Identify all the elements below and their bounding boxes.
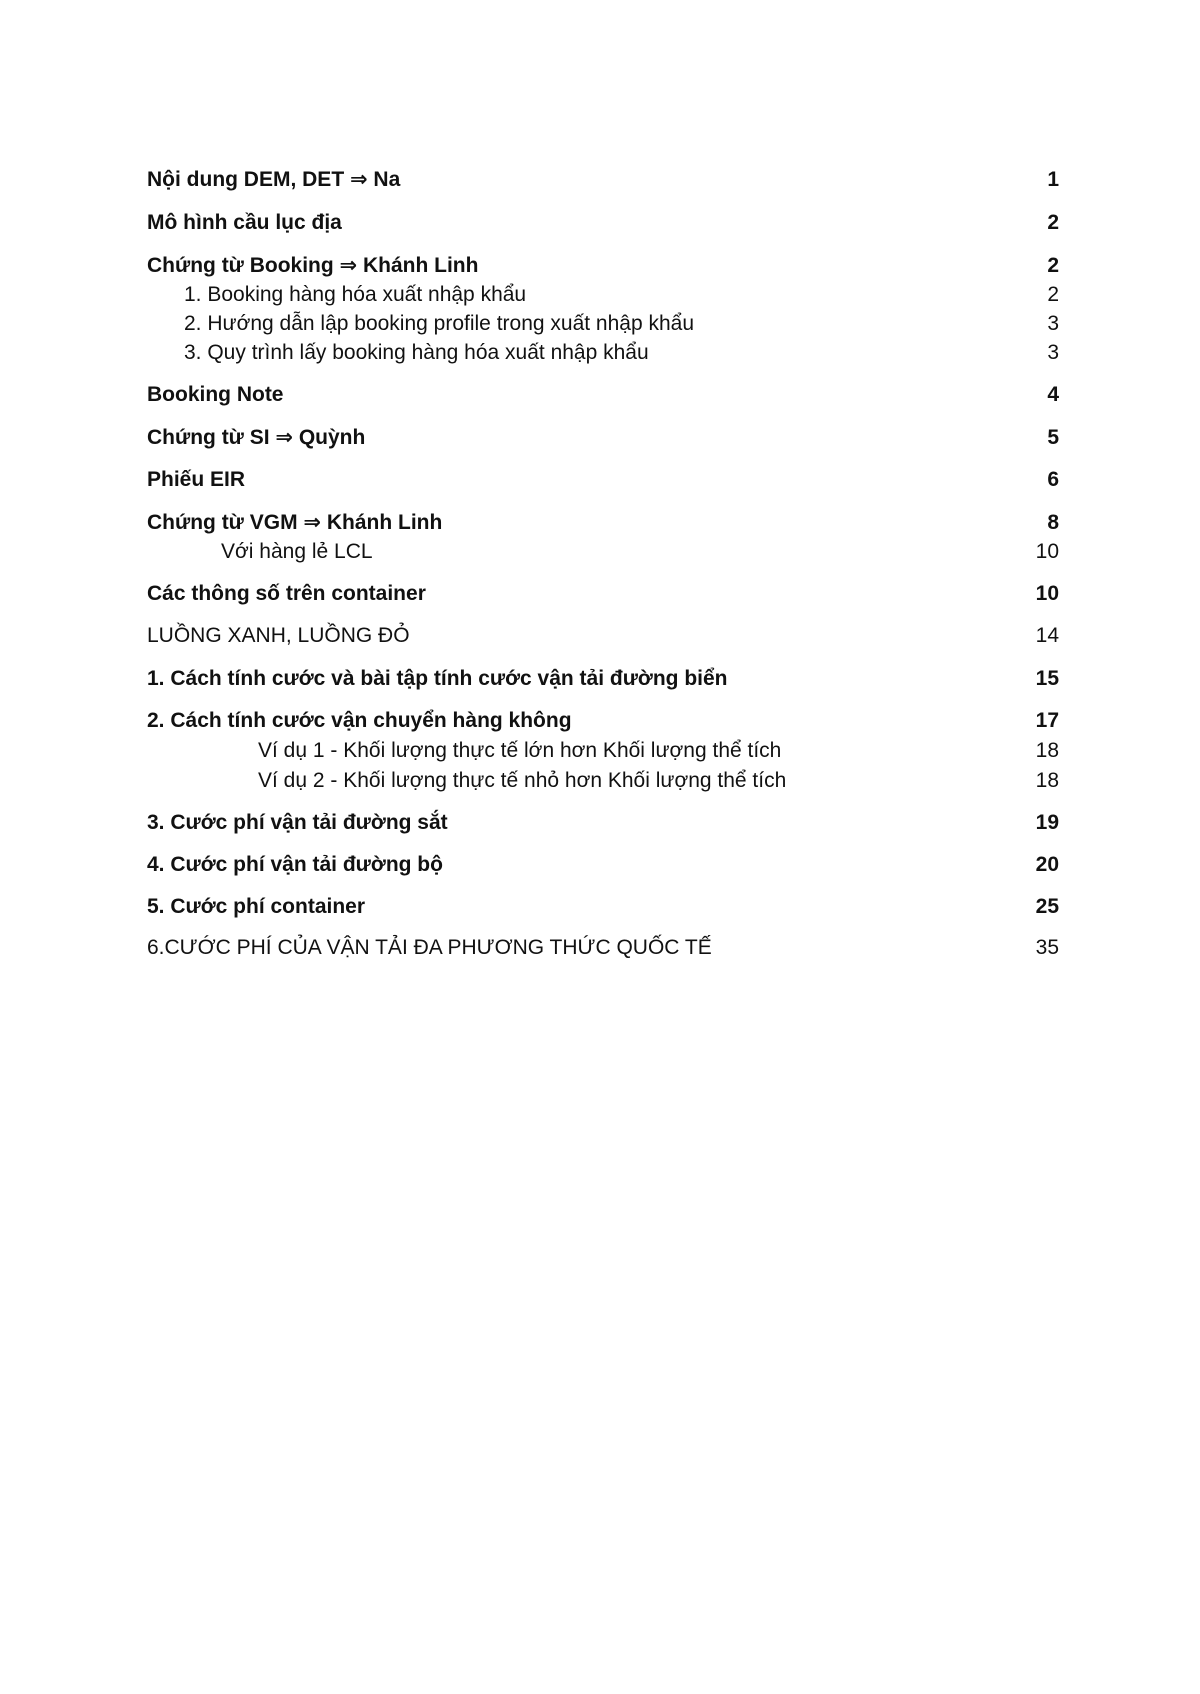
- toc-entry-title: Các thông số trên container: [147, 582, 426, 605]
- toc-entry-page-number: 10: [1035, 540, 1059, 563]
- toc-entry-title: 4. Cước phí vận tải đường bộ: [147, 853, 443, 876]
- toc-entry-title: Chứng từ Booking ⇒ Khánh Linh: [147, 254, 479, 277]
- toc-entry-title: Chứng từ VGM ⇒ Khánh Linh: [147, 511, 443, 534]
- toc-entry[interactable]: [0, 465, 1200, 495]
- toc-entry-title: Nội dung DEM, DET ⇒ Na: [147, 168, 401, 191]
- toc-entry[interactable]: [0, 380, 1200, 410]
- toc-entry-page-number: 5: [1047, 426, 1059, 449]
- toc-entry[interactable]: [0, 251, 1200, 281]
- toc-entry-title: 1. Booking hàng hóa xuất nhập khẩu: [184, 283, 527, 306]
- toc-entry-page-number: 4: [1047, 383, 1059, 406]
- toc-entry[interactable]: [0, 808, 1200, 838]
- toc-entry-title: Booking Note: [147, 383, 284, 406]
- toc-entry[interactable]: [0, 736, 1200, 766]
- toc-entry[interactable]: [0, 706, 1200, 736]
- toc-entry[interactable]: [0, 423, 1200, 453]
- toc-entry-title: Với hàng lẻ LCL: [221, 540, 373, 563]
- toc-entry[interactable]: [0, 537, 1200, 567]
- toc-entry-page-number: 20: [1035, 853, 1059, 876]
- toc-entry-page-number: 3: [1047, 341, 1059, 364]
- toc-entry-page-number: 3: [1047, 312, 1059, 335]
- toc-entry-title: Mô hình cầu lục địa: [147, 211, 342, 234]
- toc-entry-title: 3. Quy trình lấy booking hàng hóa xuất nhập khẩu: [184, 341, 649, 364]
- toc-entry-page-number: 18: [1035, 739, 1059, 762]
- toc-entry[interactable]: [0, 280, 1200, 310]
- toc-entry-title: LUỒNG XANH, LUỒNG ĐỎ: [147, 624, 410, 647]
- toc-entry-page-number: 15: [1035, 667, 1059, 690]
- toc-entry-title: Ví dụ 2 - Khối lượng thực tế nhỏ hơn Khối lượng thể tích: [258, 769, 787, 792]
- toc-entry-title: Chứng từ SI ⇒ Quỳnh: [147, 426, 366, 449]
- toc-entry-page-number: 2: [1047, 254, 1059, 277]
- toc-entry-page-number: 10: [1035, 582, 1059, 605]
- toc-entry-page-number: 25: [1035, 895, 1059, 918]
- toc-entry-title: 1. Cách tính cước và bài tập tính cước vận tải đường biển: [147, 667, 728, 690]
- toc-entry[interactable]: [0, 208, 1200, 238]
- toc-entry-title: Phiếu EIR: [147, 468, 246, 491]
- toc-entry[interactable]: [0, 766, 1200, 796]
- toc-entry-title: Ví dụ 1 - Khối lượng thực tế lớn hơn Khối lượng thể tích: [258, 739, 782, 762]
- toc-entry-page-number: 18: [1035, 769, 1059, 792]
- toc-entry[interactable]: [0, 579, 1200, 609]
- toc-entry-title: 2. Cách tính cước vận chuyển hàng không: [147, 709, 572, 732]
- toc-entry-page-number: 8: [1047, 511, 1059, 534]
- toc-entry-page-number: 2: [1047, 283, 1059, 306]
- toc-entry-page-number: 6: [1047, 468, 1059, 491]
- toc-entry-title: 2. Hướng dẫn lập booking profile trong xuất nhập khẩu: [184, 312, 695, 335]
- toc-entry[interactable]: [0, 892, 1200, 922]
- toc-entry[interactable]: [0, 338, 1200, 368]
- toc-entry[interactable]: [0, 664, 1200, 694]
- toc-entry-page-number: 1: [1047, 168, 1059, 191]
- toc-entry[interactable]: [0, 309, 1200, 339]
- toc-entry-title: 5. Cước phí container: [147, 895, 366, 918]
- toc-entry[interactable]: [0, 621, 1200, 651]
- toc-entry-page-number: 2: [1047, 211, 1059, 234]
- toc-entry-page-number: 35: [1035, 936, 1059, 959]
- toc-entry[interactable]: [0, 508, 1200, 538]
- toc-entry-title: 6.CƯỚC PHÍ CỦA VẬN TẢI ĐA PHƯƠNG THỨC QUỐC TẾ: [147, 936, 712, 959]
- toc-entry[interactable]: [0, 165, 1200, 195]
- toc-entry-title: 3. Cước phí vận tải đường sắt: [147, 811, 448, 834]
- toc-entry-page-number: 17: [1035, 709, 1059, 732]
- toc-entry-page-number: 14: [1035, 624, 1059, 647]
- toc-entry[interactable]: [0, 850, 1200, 880]
- toc-entry[interactable]: [0, 933, 1200, 963]
- toc-entry-page-number: 19: [1035, 811, 1059, 834]
